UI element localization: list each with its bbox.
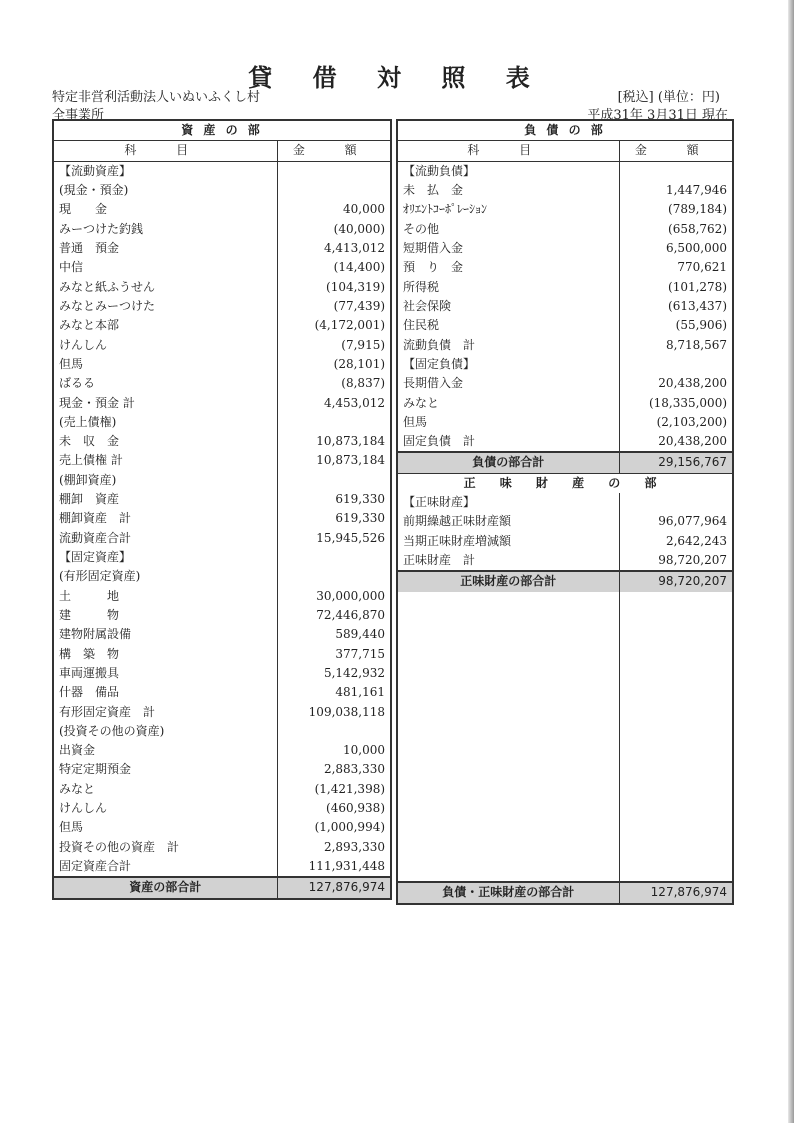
row-amount [277,548,391,567]
asset-row [53,451,391,470]
row-amount [619,765,733,784]
asset-row [53,335,391,354]
row-amount: 4,453,012 [277,393,391,412]
row-label: 固定負債 計 [397,432,619,452]
net-asset-row [397,551,733,571]
row-label: みなと [397,393,619,412]
row-amount: (77,439) [277,297,391,316]
asset-row [53,432,391,451]
liability-row [397,432,733,452]
asset-row [53,471,391,490]
row-amount [277,181,391,200]
net-assets-section-header-row [397,473,733,493]
row-label: けんしん [53,799,277,818]
row-amount [619,862,733,882]
row-label: その他 [397,220,619,239]
grand-total-row-amount: 127,876,974 [619,882,733,903]
row-label [397,592,619,611]
row-amount: (18,335,000) [619,393,733,412]
liabilities-section-header: 負 債 の 部 [397,120,733,141]
row-label: (有形固定資産) [53,567,277,586]
empty-row [397,804,733,823]
page-edge [788,0,794,1123]
row-label: 未 収 金 [53,432,277,451]
row-label: 棚卸資産 計 [53,509,277,528]
row-label: (棚卸資産) [53,471,277,490]
liability-row [397,220,733,239]
row-label [397,823,619,842]
asset-row [53,606,391,625]
row-label: 住民税 [397,316,619,335]
assets-total-row [53,877,391,898]
row-label: 短期借入金 [397,239,619,258]
row-label [397,746,619,765]
row-amount [619,688,733,707]
row-amount: 20,438,200 [619,432,733,452]
row-label: 構 築 物 [53,644,277,663]
asset-row [53,200,391,219]
empty-row [397,785,733,804]
row-amount: (101,278) [619,278,733,297]
liabilities-total-row-label: 負債の部合計 [397,452,619,473]
row-label: 建 物 [53,606,277,625]
asset-row [53,838,391,857]
row-label: 長期借入金 [397,374,619,393]
row-amount: (2,103,200) [619,413,733,432]
liabilities-table [396,119,734,905]
row-label: 流動資産合計 [53,529,277,548]
row-label [397,843,619,862]
asset-row [53,355,391,374]
row-amount: 30,000,000 [277,587,391,606]
row-amount [619,630,733,649]
row-label: みーつけた釣銭 [53,220,277,239]
row-label [397,649,619,668]
row-amount: 96,077,964 [619,512,733,531]
row-amount [619,592,733,611]
row-amount: 2,883,330 [277,760,391,779]
row-label: みなと紙ふうせん [53,278,277,297]
row-label: 普通 預金 [53,239,277,258]
liability-row [397,161,733,181]
row-amount: (613,437) [619,297,733,316]
empty-row [397,765,733,784]
row-label [397,765,619,784]
row-amount: 10,000 [277,741,391,760]
row-label: 【固定負債】 [397,355,619,374]
row-label: 未 払 金 [397,181,619,200]
liability-row [397,413,733,432]
row-label: 【流動資産】 [53,161,277,181]
row-amount: 15,945,526 [277,529,391,548]
net-asset-row [397,493,733,512]
row-label: みなとみーつけた [53,297,277,316]
row-amount: 8,718,567 [619,335,733,354]
liabilities-total-row [397,452,733,473]
row-label: 建物附属設備 [53,625,277,644]
row-label [397,804,619,823]
row-label [397,727,619,746]
row-amount: 4,413,012 [277,239,391,258]
asset-row [53,529,391,548]
row-label: 現金・預金 計 [53,393,277,412]
row-label [397,611,619,630]
asset-row [53,722,391,741]
row-amount [619,727,733,746]
liability-row [397,393,733,412]
asset-row [53,316,391,335]
row-amount: (28,101) [277,355,391,374]
row-amount: 589,440 [277,625,391,644]
net-assets-section-header: 正 味 財 産 の 部 [397,473,733,493]
asset-row [53,393,391,412]
liability-row [397,316,733,335]
asset-row [53,799,391,818]
row-label: 【固定資産】 [53,548,277,567]
empty-row [397,688,733,707]
row-label: 預 り 金 [397,258,619,277]
row-amount: 481,161 [277,683,391,702]
asset-row [53,161,391,181]
row-label: 当期正味財産増減額 [397,532,619,551]
row-amount: 72,446,870 [277,606,391,625]
row-amount: 111,931,448 [277,857,391,877]
row-label: 但馬 [53,355,277,374]
liabilities-column-header-row [397,141,733,161]
row-amount: (1,421,398) [277,780,391,799]
row-label: 投資その他の資産 計 [53,838,277,857]
row-label: (現金・預金) [53,181,277,200]
asset-row [53,644,391,663]
asset-row [53,490,391,509]
row-label: 土 地 [53,587,277,606]
empty-row [397,630,733,649]
row-label: 所得税 [397,278,619,297]
row-label: (投資その他の資産) [53,722,277,741]
row-amount [277,722,391,741]
asset-row [53,509,391,528]
row-label: みなと [53,780,277,799]
empty-row [397,823,733,842]
empty-row [397,592,733,611]
empty-row [397,669,733,688]
row-amount [619,355,733,374]
row-amount [619,785,733,804]
row-label [397,707,619,726]
row-label [397,630,619,649]
row-label [397,688,619,707]
row-amount: 40,000 [277,200,391,219]
asset-row [53,258,391,277]
row-label [397,785,619,804]
row-amount: 770,621 [619,258,733,277]
assets-total-row-label: 資産の部合計 [53,877,277,898]
row-label: 前期繰越正味財産額 [397,512,619,531]
row-amount: (1,000,994) [277,818,391,837]
row-amount [619,707,733,726]
row-label: 社会保険 [397,297,619,316]
row-label: 正味財産 計 [397,551,619,571]
row-amount: 619,330 [277,509,391,528]
liability-row [397,374,733,393]
asset-row [53,567,391,586]
liability-row [397,278,733,297]
asset-row [53,239,391,258]
row-amount: 98,720,207 [619,551,733,571]
row-label: 流動負債 計 [397,335,619,354]
row-label: 特定定期預金 [53,760,277,779]
row-amount [619,746,733,765]
empty-row [397,649,733,668]
asset-row [53,413,391,432]
row-label: 売上債権 計 [53,451,277,470]
net-asset-row [397,532,733,551]
asset-row [53,625,391,644]
asset-row [53,220,391,239]
row-amount: (40,000) [277,220,391,239]
row-amount [277,413,391,432]
row-label: 什器 備品 [53,683,277,702]
row-label: ｵﾘｴﾝﾄｺｰﾎﾟﾚｰｼｮﾝ [397,200,619,219]
tax-unit-note: [税込] (単位：円) [617,90,720,105]
empty-row [397,746,733,765]
asset-row [53,818,391,837]
asset-row [53,297,391,316]
row-amount [619,649,733,668]
liabilities-col-amount: 金 額 [619,141,733,161]
liabilities-total-row-amount: 29,156,767 [619,452,733,473]
row-label [397,862,619,882]
asset-row [53,664,391,683]
asset-row [53,780,391,799]
liability-row [397,200,733,219]
row-amount: 1,447,946 [619,181,733,200]
row-amount: (104,319) [277,278,391,297]
department-name: 全事業所 [52,108,105,123]
row-label: 車両運搬具 [53,664,277,683]
assets-col-amount: 金 額 [277,141,391,161]
row-label: 【正味財産】 [397,493,619,512]
row-amount: (55,906) [619,316,733,335]
liability-row [397,239,733,258]
liability-row [397,335,733,354]
row-label: 但馬 [397,413,619,432]
asset-row [53,548,391,567]
liabilities-col-item: 科 目 [397,141,619,161]
asset-row [53,181,391,200]
net-assets-total-row-label: 正味財産の部合計 [397,571,619,591]
row-amount: 109,038,118 [277,702,391,721]
row-amount: (658,762) [619,220,733,239]
row-label: 有形固定資産 計 [53,702,277,721]
row-amount: (14,400) [277,258,391,277]
row-label [397,669,619,688]
row-amount: 5,142,932 [277,664,391,683]
row-label: (売上債権) [53,413,277,432]
assets-col-item: 科 目 [53,141,277,161]
row-amount: 20,438,200 [619,374,733,393]
net-assets-total-row [397,571,733,591]
asset-row [53,760,391,779]
empty-row [397,862,733,882]
row-amount [277,567,391,586]
row-label: 【流動負債】 [397,161,619,181]
row-amount [277,471,391,490]
row-label: 中信 [53,258,277,277]
asset-row [53,741,391,760]
row-amount [619,843,733,862]
net-asset-row [397,512,733,531]
asset-row [53,702,391,721]
row-amount: (4,172,001) [277,316,391,335]
row-label: 出資金 [53,741,277,760]
row-label: みなと本部 [53,316,277,335]
row-amount [619,493,733,512]
row-amount [619,611,733,630]
row-amount: (7,915) [277,335,391,354]
row-amount: (460,938) [277,799,391,818]
row-label: 固定資産合計 [53,857,277,877]
assets-total-row-amount: 127,876,974 [277,877,391,898]
asset-row [53,374,391,393]
assets-section-header: 資 産 の 部 [53,120,391,141]
organization-name: 特定非営利活動法人いぬいふくし村 [52,90,261,105]
empty-row [397,843,733,862]
document-title: 貸 借 対 照 表 [248,63,546,92]
row-amount: 2,893,330 [277,838,391,857]
assets-table [52,119,392,900]
row-amount: 2,642,243 [619,532,733,551]
asset-row [53,857,391,877]
row-amount [619,669,733,688]
liability-row [397,258,733,277]
row-amount [277,161,391,181]
row-label: 現 金 [53,200,277,219]
liability-row [397,297,733,316]
row-amount [619,804,733,823]
row-amount [619,161,733,181]
row-label: 棚卸 資産 [53,490,277,509]
row-label: ばるる [53,374,277,393]
as-of-date: 平成31年 3月31日 現在 [587,108,728,123]
row-amount [619,823,733,842]
assets-section-header-row [53,120,391,141]
empty-row [397,707,733,726]
net-assets-total-row-amount: 98,720,207 [619,571,733,591]
asset-row [53,278,391,297]
assets-column-header-row [53,141,391,161]
row-amount: 10,873,184 [277,451,391,470]
liabilities-section-header-row [397,120,733,141]
empty-row [397,727,733,746]
row-amount: 619,330 [277,490,391,509]
row-amount: (789,184) [619,200,733,219]
asset-row [53,587,391,606]
row-amount: 10,873,184 [277,432,391,451]
asset-row [53,683,391,702]
row-amount: (8,837) [277,374,391,393]
liability-row [397,181,733,200]
empty-row [397,611,733,630]
liability-row [397,355,733,374]
grand-total-row [397,882,733,903]
row-label: 但馬 [53,818,277,837]
grand-total-row-label: 負債・正味財産の部合計 [397,882,619,903]
row-amount: 377,715 [277,644,391,663]
row-label: けんしん [53,335,277,354]
row-amount: 6,500,000 [619,239,733,258]
